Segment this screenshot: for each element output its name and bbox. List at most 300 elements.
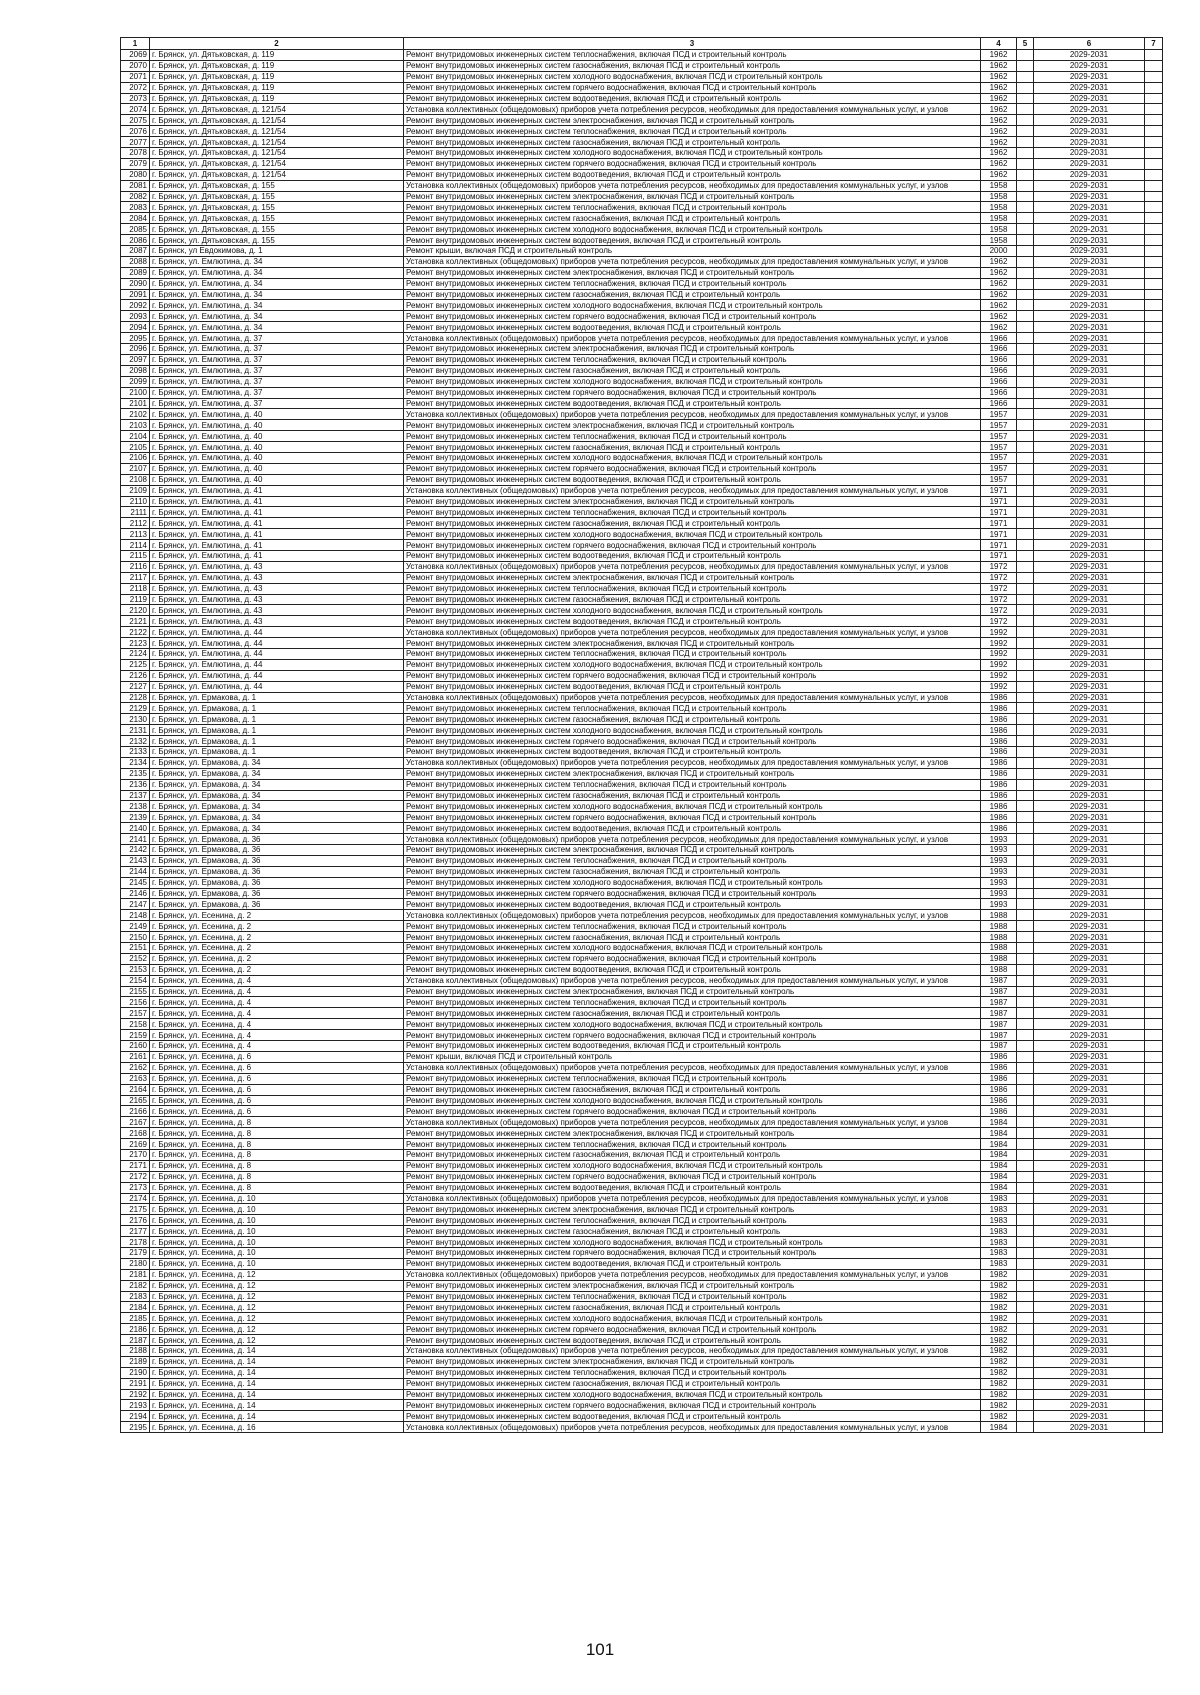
row-number-cell: 2103 [121, 420, 150, 431]
work-type-cell: Ремонт внутридомовых инженерных систем холодного водоснабжения, включая ПСД и строительный контроль [404, 71, 981, 82]
address-cell: г. Брянск, ул. Ермакова, д. 34 [150, 768, 404, 779]
row-number-cell: 2079 [121, 158, 150, 169]
period-cell: 2029-2031 [1034, 246, 1145, 257]
address-cell: г. Брянск, ул. Есенина, д. 16 [150, 1422, 404, 1433]
col5-cell [1017, 997, 1034, 1008]
col7-cell [1145, 627, 1163, 638]
work-type-cell: Ремонт внутридомовых инженерных систем горячего водоснабжения, включая ПСД и строительный контроль [404, 953, 981, 964]
year-cell: 1962 [981, 278, 1017, 289]
work-type-cell: Ремонт внутридомовых инженерных систем холодного водоснабжения, включая ПСД и строительный контроль [404, 801, 981, 812]
work-type-cell: Ремонт внутридомовых инженерных систем горячего водоснабжения, включая ПСД и строительный контроль [404, 1030, 981, 1041]
col7-cell [1145, 561, 1163, 572]
row-number-cell: 2160 [121, 1041, 150, 1052]
work-type-cell: Ремонт внутридомовых инженерных систем газоснабжения, включая ПСД и строительный контроль [404, 289, 981, 300]
period-cell: 2029-2031 [1034, 365, 1145, 376]
row-number-cell: 2114 [121, 540, 150, 551]
address-cell: г. Брянск, ул. Ермакова, д. 1 [150, 747, 404, 758]
row-number-cell: 2127 [121, 681, 150, 692]
period-cell: 2029-2031 [1034, 452, 1145, 463]
table-row [121, 180, 1163, 191]
table-row [121, 659, 1163, 670]
year-cell: 1993 [981, 855, 1017, 866]
col7-cell [1145, 1258, 1163, 1269]
table-row [121, 71, 1163, 82]
table-row [121, 1160, 1163, 1171]
year-cell: 1982 [981, 1269, 1017, 1280]
work-type-cell: Ремонт внутридомовых инженерных систем водоотведения, включая ПСД и строительный контроль [404, 899, 981, 910]
row-number-cell: 2129 [121, 703, 150, 714]
address-cell: г. Брянск, ул Евдокимова, д. 1 [150, 246, 404, 257]
work-type-cell: Ремонт крыши, включая ПСД и строительный контроль [404, 1051, 981, 1062]
row-number-cell: 2086 [121, 235, 150, 246]
col7-cell [1145, 300, 1163, 311]
col7-cell [1145, 1302, 1163, 1313]
row-number-cell: 2083 [121, 202, 150, 213]
period-cell: 2029-2031 [1034, 300, 1145, 311]
row-number-cell: 2173 [121, 1182, 150, 1193]
col5-cell [1017, 213, 1034, 224]
col5-cell [1017, 1335, 1034, 1346]
year-cell: 1992 [981, 659, 1017, 670]
period-cell: 2029-2031 [1034, 431, 1145, 442]
col5-cell [1017, 289, 1034, 300]
year-cell: 1982 [981, 1280, 1017, 1291]
table-row [121, 158, 1163, 169]
col5-cell [1017, 409, 1034, 420]
row-number-cell: 2070 [121, 60, 150, 71]
row-number-cell: 2185 [121, 1313, 150, 1324]
address-cell: г. Брянск, ул. Есенина, д. 2 [150, 910, 404, 921]
period-cell: 2029-2031 [1034, 1117, 1145, 1128]
work-type-cell: Ремонт внутридомовых инженерных систем теплоснабжения, включая ПСД и строительный контроль [404, 779, 981, 790]
period-cell: 2029-2031 [1034, 572, 1145, 583]
row-number-cell: 2094 [121, 322, 150, 333]
address-cell: г. Брянск, ул. Емлютина, д. 43 [150, 616, 404, 627]
year-cell: 1971 [981, 518, 1017, 529]
row-number-cell: 2171 [121, 1160, 150, 1171]
period-cell: 2029-2031 [1034, 540, 1145, 551]
address-cell: г. Брянск, ул. Есенина, д. 6 [150, 1062, 404, 1073]
col5-cell [1017, 561, 1034, 572]
address-cell: г. Брянск, ул. Есенина, д. 2 [150, 943, 404, 954]
year-cell: 1988 [981, 964, 1017, 975]
table-row [121, 442, 1163, 453]
col5-cell [1017, 60, 1034, 71]
table-row [121, 877, 1163, 888]
work-type-cell: Ремонт внутридомовых инженерных систем электроснабжения, включая ПСД и строительный контроль [404, 572, 981, 583]
work-type-cell: Ремонт внутридомовых инженерных систем электроснабжения, включая ПСД и строительный контроль [404, 986, 981, 997]
col7-cell [1145, 71, 1163, 82]
col7-cell [1145, 1062, 1163, 1073]
table-row [121, 1030, 1163, 1041]
period-cell: 2029-2031 [1034, 126, 1145, 137]
col7-cell [1145, 1084, 1163, 1095]
col7-cell [1145, 659, 1163, 670]
col7-cell [1145, 921, 1163, 932]
col7-cell [1145, 1247, 1163, 1258]
year-cell: 1984 [981, 1160, 1017, 1171]
col7-cell [1145, 834, 1163, 845]
address-cell: г. Брянск, ул. Емлютина, д. 37 [150, 344, 404, 355]
period-cell: 2029-2031 [1034, 93, 1145, 104]
col7-cell [1145, 648, 1163, 659]
period-cell: 2029-2031 [1034, 1149, 1145, 1160]
address-cell: г. Брянск, ул. Ермакова, д. 36 [150, 855, 404, 866]
address-cell: г. Брянск, ул. Емлютина, д. 43 [150, 572, 404, 583]
row-number-cell: 2112 [121, 518, 150, 529]
col5-cell [1017, 1345, 1034, 1356]
address-cell: г. Брянск, ул. Есенина, д. 2 [150, 953, 404, 964]
work-type-cell: Установка коллективных (общедомовых) приборов учета потребления ресурсов, необходимых для предоставления коммунальных услуг, и узлов [404, 1422, 981, 1433]
period-cell: 2029-2031 [1034, 910, 1145, 921]
work-type-cell: Ремонт внутридомовых инженерных систем электроснабжения, включая ПСД и строительный контроль [404, 1356, 981, 1367]
period-cell: 2029-2031 [1034, 866, 1145, 877]
table-row [121, 834, 1163, 845]
address-cell: г. Брянск, ул. Емлютина, д. 40 [150, 442, 404, 453]
table-row [121, 823, 1163, 834]
row-number-cell: 2072 [121, 82, 150, 93]
period-cell: 2029-2031 [1034, 888, 1145, 899]
table-row [121, 409, 1163, 420]
row-number-cell: 2075 [121, 115, 150, 126]
period-cell: 2029-2031 [1034, 1019, 1145, 1030]
col5-cell [1017, 169, 1034, 180]
period-cell: 2029-2031 [1034, 1204, 1145, 1215]
row-number-cell: 2133 [121, 747, 150, 758]
period-cell: 2029-2031 [1034, 1335, 1145, 1346]
address-cell: г. Брянск, ул. Есенина, д. 8 [150, 1160, 404, 1171]
period-cell: 2029-2031 [1034, 1106, 1145, 1117]
table-row [121, 354, 1163, 365]
year-cell: 1971 [981, 529, 1017, 540]
period-cell: 2029-2031 [1034, 736, 1145, 747]
row-number-cell: 2139 [121, 812, 150, 823]
col7-cell [1145, 888, 1163, 899]
work-type-cell: Ремонт внутридомовых инженерных систем электроснабжения, включая ПСД и строительный контроль [404, 638, 981, 649]
year-cell: 1983 [981, 1258, 1017, 1269]
col7-cell [1145, 910, 1163, 921]
col7-cell [1145, 1378, 1163, 1389]
row-number-cell: 2192 [121, 1389, 150, 1400]
row-number-cell: 2186 [121, 1324, 150, 1335]
work-type-cell: Ремонт внутридомовых инженерных систем теплоснабжения, включая ПСД и строительный контроль [404, 126, 981, 137]
row-number-cell: 2131 [121, 725, 150, 736]
address-cell: г. Брянск, ул. Есенина, д. 2 [150, 964, 404, 975]
col7-cell [1145, 104, 1163, 115]
row-number-cell: 2195 [121, 1422, 150, 1433]
row-number-cell: 2190 [121, 1367, 150, 1378]
row-number-cell: 2179 [121, 1247, 150, 1258]
address-cell: г. Брянск, ул. Есенина, д. 4 [150, 1030, 404, 1041]
work-type-cell: Ремонт внутридомовых инженерных систем водоотведения, включая ПСД и строительный контроль [404, 398, 981, 409]
col5-cell [1017, 344, 1034, 355]
work-type-cell: Ремонт внутридомовых инженерных систем горячего водоснабжения, включая ПСД и строительный контроль [404, 736, 981, 747]
period-cell: 2029-2031 [1034, 550, 1145, 561]
address-cell: г. Брянск, ул. Есенина, д. 14 [150, 1378, 404, 1389]
col5-cell [1017, 1062, 1034, 1073]
address-cell: г. Брянск, ул. Емлютина, д. 40 [150, 420, 404, 431]
row-number-cell: 2116 [121, 561, 150, 572]
work-type-cell: Ремонт внутридомовых инженерных систем водоотведения, включая ПСД и строительный контроль [404, 964, 981, 975]
period-cell: 2029-2031 [1034, 1128, 1145, 1139]
table-row [121, 235, 1163, 246]
row-number-cell: 2175 [121, 1204, 150, 1215]
work-type-cell: Ремонт внутридомовых инженерных систем холодного водоснабжения, включая ПСД и строительный контроль [404, 1095, 981, 1106]
table-row [121, 322, 1163, 333]
address-cell: г. Брянск, ул. Емлютина, д. 34 [150, 278, 404, 289]
col5-cell [1017, 1280, 1034, 1291]
period-cell: 2029-2031 [1034, 180, 1145, 191]
work-type-cell: Ремонт внутридомовых инженерных систем электроснабжения, включая ПСД и строительный контроль [404, 191, 981, 202]
work-type-cell: Ремонт внутридомовых инженерных систем газоснабжения, включая ПСД и строительный контроль [404, 1302, 981, 1313]
table-row [121, 115, 1163, 126]
period-cell: 2029-2031 [1034, 1422, 1145, 1433]
period-cell: 2029-2031 [1034, 376, 1145, 387]
period-cell: 2029-2031 [1034, 1302, 1145, 1313]
table-row [121, 997, 1163, 1008]
table-row [121, 703, 1163, 714]
year-cell: 1966 [981, 365, 1017, 376]
period-cell: 2029-2031 [1034, 714, 1145, 725]
work-type-cell: Ремонт внутридомовых инженерных систем холодного водоснабжения, включая ПСД и строительный контроль [404, 148, 981, 159]
col7-cell [1145, 953, 1163, 964]
col7-cell [1145, 550, 1163, 561]
col7-cell [1145, 278, 1163, 289]
col7-cell [1145, 82, 1163, 93]
period-cell: 2029-2031 [1034, 1139, 1145, 1150]
period-cell: 2029-2031 [1034, 1160, 1145, 1171]
col7-cell [1145, 180, 1163, 191]
year-cell: 1993 [981, 845, 1017, 856]
table-row [121, 921, 1163, 932]
work-type-cell: Ремонт внутридомовых инженерных систем теплоснабжения, включая ПСД и строительный контроль [404, 855, 981, 866]
work-type-cell: Установка коллективных (общедомовых) приборов учета потребления ресурсов, необходимых для предоставления коммунальных услуг, и узлов [404, 627, 981, 638]
work-type-cell: Ремонт внутридомовых инженерных систем холодного водоснабжения, включая ПСД и строительный контроль [404, 725, 981, 736]
col5-cell [1017, 235, 1034, 246]
period-cell: 2029-2031 [1034, 834, 1145, 845]
address-cell: г. Брянск, ул. Есенина, д. 14 [150, 1356, 404, 1367]
work-type-cell: Ремонт внутридомовых инженерных систем водоотведения, включая ПСД и строительный контроль [404, 474, 981, 485]
row-number-cell: 2108 [121, 474, 150, 485]
row-number-cell: 2153 [121, 964, 150, 975]
work-type-cell: Ремонт внутридомовых инженерных систем газоснабжения, включая ПСД и строительный контроль [404, 1149, 981, 1160]
row-number-cell: 2140 [121, 823, 150, 834]
row-number-cell: 2093 [121, 311, 150, 322]
col7-cell [1145, 1106, 1163, 1117]
col5-cell [1017, 104, 1034, 115]
row-number-cell: 2155 [121, 986, 150, 997]
header-row [121, 38, 1163, 50]
col7-cell [1145, 50, 1163, 61]
address-cell: г. Брянск, ул. Есенина, д. 12 [150, 1313, 404, 1324]
work-type-cell: Ремонт внутридомовых инженерных систем электроснабжения, включая ПСД и строительный контроль [404, 496, 981, 507]
year-cell: 1984 [981, 1149, 1017, 1160]
table-row [121, 572, 1163, 583]
address-cell: г. Брянск, ул. Дятьковская, д. 155 [150, 235, 404, 246]
year-cell: 1986 [981, 714, 1017, 725]
address-cell: г. Брянск, ул. Есенина, д. 10 [150, 1215, 404, 1226]
table-row [121, 463, 1163, 474]
period-cell: 2029-2031 [1034, 1400, 1145, 1411]
work-type-cell: Ремонт внутридомовых инженерных систем теплоснабжения, включая ПСД и строительный контроль [404, 921, 981, 932]
period-cell: 2029-2031 [1034, 1313, 1145, 1324]
address-cell: г. Брянск, ул. Есенина, д. 14 [150, 1345, 404, 1356]
address-cell: г. Брянск, ул. Емлютина, д. 40 [150, 431, 404, 442]
col7-cell [1145, 1095, 1163, 1106]
col5-cell [1017, 845, 1034, 856]
table-row [121, 681, 1163, 692]
col5-cell [1017, 1269, 1034, 1280]
year-cell: 1983 [981, 1215, 1017, 1226]
col5-cell [1017, 1302, 1034, 1313]
table-row [121, 50, 1163, 61]
col5-cell [1017, 1389, 1034, 1400]
col5-cell [1017, 387, 1034, 398]
col7-cell [1145, 311, 1163, 322]
row-number-cell: 2164 [121, 1084, 150, 1095]
year-cell: 1972 [981, 583, 1017, 594]
table-row [121, 452, 1163, 463]
row-number-cell: 2069 [121, 50, 150, 61]
table-row [121, 736, 1163, 747]
col7-cell [1145, 747, 1163, 758]
row-number-cell: 2073 [121, 93, 150, 104]
year-cell: 1983 [981, 1237, 1017, 1248]
table-row [121, 137, 1163, 148]
col5-cell [1017, 365, 1034, 376]
period-cell: 2029-2031 [1034, 213, 1145, 224]
col7-cell [1145, 93, 1163, 104]
header-cell: 7 [1145, 38, 1163, 50]
col5-cell [1017, 1171, 1034, 1182]
col7-cell [1145, 474, 1163, 485]
col5-cell [1017, 50, 1034, 61]
table-row [121, 638, 1163, 649]
year-cell: 1971 [981, 550, 1017, 561]
col5-cell [1017, 1106, 1034, 1117]
table-row [121, 224, 1163, 235]
col5-cell [1017, 550, 1034, 561]
work-type-cell: Ремонт внутридомовых инженерных систем газоснабжения, включая ПСД и строительный контроль [404, 790, 981, 801]
year-cell: 1962 [981, 82, 1017, 93]
row-number-cell: 2074 [121, 104, 150, 115]
table-row [121, 1389, 1163, 1400]
period-cell: 2029-2031 [1034, 877, 1145, 888]
address-cell: г. Брянск, ул. Ермакова, д. 36 [150, 866, 404, 877]
period-cell: 2029-2031 [1034, 1280, 1145, 1291]
row-number-cell: 2138 [121, 801, 150, 812]
col7-cell [1145, 267, 1163, 278]
period-cell: 2029-2031 [1034, 997, 1145, 1008]
col7-cell [1145, 322, 1163, 333]
col7-cell [1145, 866, 1163, 877]
col7-cell [1145, 1149, 1163, 1160]
col5-cell [1017, 267, 1034, 278]
address-cell: г. Брянск, ул. Емлютина, д. 37 [150, 354, 404, 365]
table-row [121, 561, 1163, 572]
year-cell: 1987 [981, 1008, 1017, 1019]
period-cell: 2029-2031 [1034, 899, 1145, 910]
row-number-cell: 2142 [121, 845, 150, 856]
table-row [121, 1182, 1163, 1193]
work-type-cell: Ремонт внутридомовых инженерных систем газоснабжения, включая ПСД и строительный контроль [404, 1008, 981, 1019]
period-cell: 2029-2031 [1034, 354, 1145, 365]
row-number-cell: 2183 [121, 1291, 150, 1302]
row-number-cell: 2135 [121, 768, 150, 779]
year-cell: 1986 [981, 768, 1017, 779]
col7-cell [1145, 191, 1163, 202]
period-cell: 2029-2031 [1034, 681, 1145, 692]
year-cell: 1988 [981, 921, 1017, 932]
year-cell: 1992 [981, 648, 1017, 659]
table-row [121, 1073, 1163, 1084]
year-cell: 1986 [981, 725, 1017, 736]
address-cell: г. Брянск, ул. Емлютина, д. 41 [150, 550, 404, 561]
col7-cell [1145, 169, 1163, 180]
year-cell: 1957 [981, 409, 1017, 420]
work-type-cell: Ремонт внутридомовых инженерных систем холодного водоснабжения, включая ПСД и строительный контроль [404, 1313, 981, 1324]
year-cell: 2000 [981, 246, 1017, 257]
col5-cell [1017, 1128, 1034, 1139]
row-number-cell: 2146 [121, 888, 150, 899]
year-cell: 1972 [981, 561, 1017, 572]
col5-cell [1017, 834, 1034, 845]
table-row [121, 540, 1163, 551]
year-cell: 1983 [981, 1226, 1017, 1237]
year-cell: 1966 [981, 344, 1017, 355]
period-cell: 2029-2031 [1034, 561, 1145, 572]
address-cell: г. Брянск, ул. Ермакова, д. 1 [150, 725, 404, 736]
col5-cell [1017, 953, 1034, 964]
col5-cell [1017, 71, 1034, 82]
table-row [121, 1149, 1163, 1160]
col7-cell [1145, 442, 1163, 453]
row-number-cell: 2077 [121, 137, 150, 148]
row-number-cell: 2104 [121, 431, 150, 442]
year-cell: 1982 [981, 1291, 1017, 1302]
work-type-cell: Ремонт внутридомовых инженерных систем холодного водоснабжения, включая ПСД и строительный контроль [404, 376, 981, 387]
col5-cell [1017, 1073, 1034, 1084]
col5-cell [1017, 681, 1034, 692]
address-cell: г. Брянск, ул. Ермакова, д. 1 [150, 703, 404, 714]
table-row [121, 311, 1163, 322]
period-cell: 2029-2031 [1034, 1247, 1145, 1258]
address-cell: г. Брянск, ул. Емлютина, д. 37 [150, 376, 404, 387]
period-cell: 2029-2031 [1034, 507, 1145, 518]
row-number-cell: 2128 [121, 692, 150, 703]
work-type-cell: Ремонт внутридомовых инженерных систем водоотведения, включая ПСД и строительный контроль [404, 1258, 981, 1269]
work-type-cell: Ремонт внутридомовых инженерных систем газоснабжения, включая ПСД и строительный контроль [404, 137, 981, 148]
table-row [121, 300, 1163, 311]
work-type-cell: Ремонт внутридомовых инженерных систем горячего водоснабжения, включая ПСД и строительный контроль [404, 1324, 981, 1335]
period-cell: 2029-2031 [1034, 703, 1145, 714]
work-type-cell: Ремонт внутридомовых инженерных систем электроснабжения, включая ПСД и строительный контроль [404, 1204, 981, 1215]
col7-cell [1145, 540, 1163, 551]
address-cell: г. Брянск, ул. Емлютина, д. 40 [150, 474, 404, 485]
address-cell: г. Брянск, ул. Есенина, д. 14 [150, 1389, 404, 1400]
table-row [121, 888, 1163, 899]
period-cell: 2029-2031 [1034, 442, 1145, 453]
year-cell: 1984 [981, 1117, 1017, 1128]
row-number-cell: 2085 [121, 224, 150, 235]
address-cell: г. Брянск, ул. Емлютина, д. 40 [150, 452, 404, 463]
year-cell: 1988 [981, 910, 1017, 921]
address-cell: г. Брянск, ул. Дятьковская, д. 155 [150, 202, 404, 213]
col5-cell [1017, 943, 1034, 954]
row-number-cell: 2121 [121, 616, 150, 627]
row-number-cell: 2141 [121, 834, 150, 845]
year-cell: 1958 [981, 213, 1017, 224]
